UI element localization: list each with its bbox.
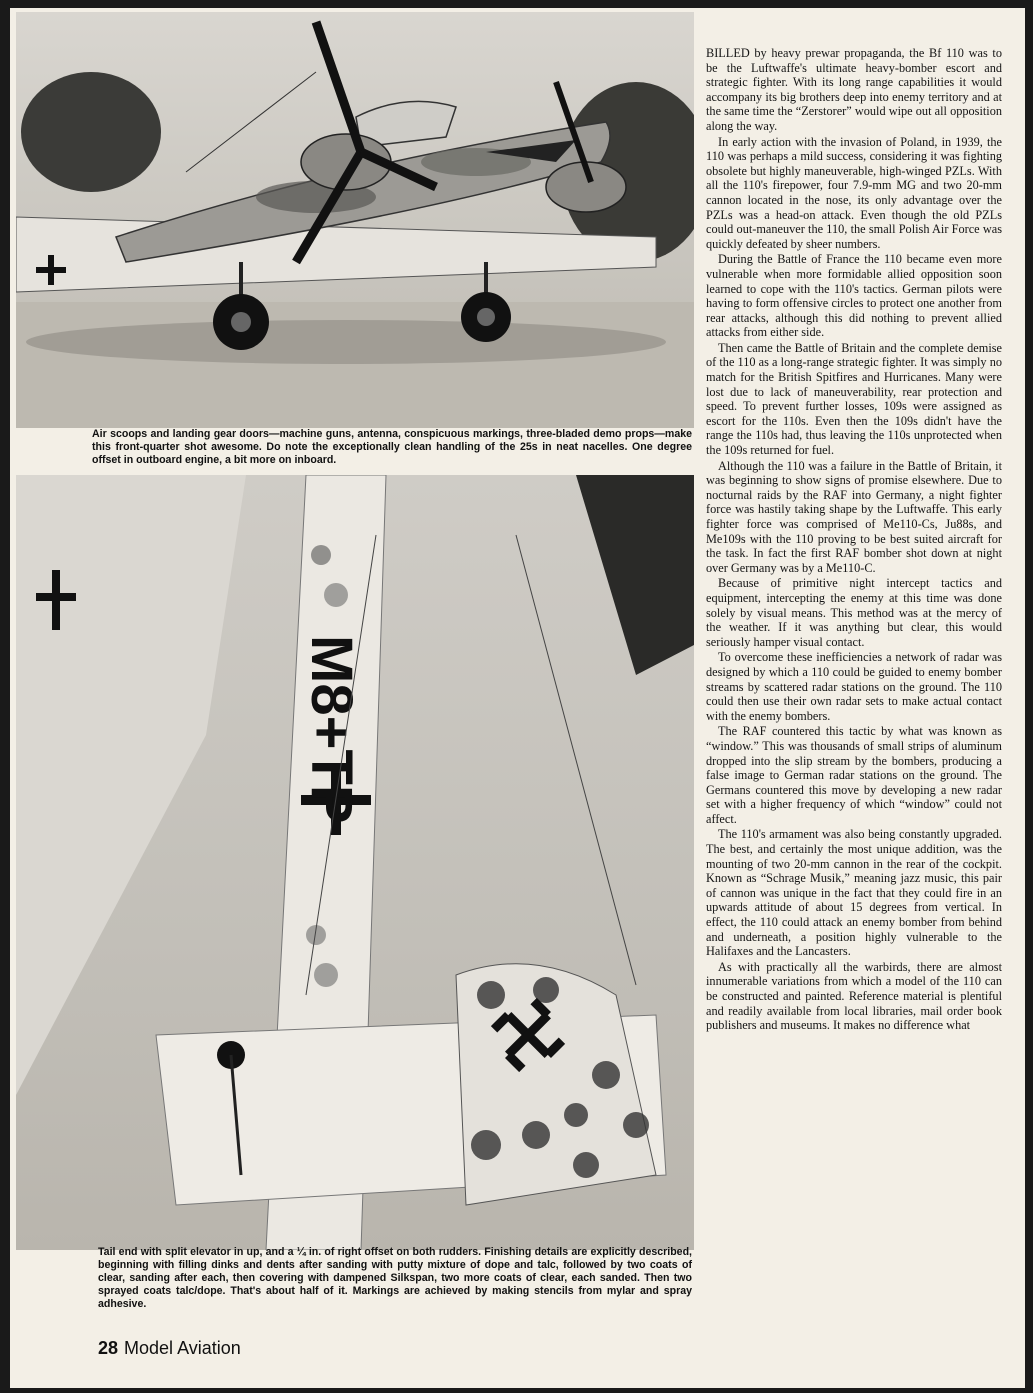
article-paragraph: As with practically all the warbirds, there are almost innumerable variations from which a model of the 110 can be constructed and painted. Reference material is plentiful and readily available from local libraries, mail order book publishers and museums. It makes no difference what bbox=[706, 959, 1002, 1033]
article-paragraph: The 110's armament was also being constantly upgraded. The best, and certainly the most unique addition, was the mounting of two 20-mm cannon in the rear of the cockpit. Known as “Schrage Musik,” meaning jazz music, this pair of cannon was unique in the fact that they could fire in an upwards attitude of about 15 degrees from vertical. In effect, the 110 could attack an enemy bomber from behind and underneath, a position highly vulnerable to the Halifaxes and the Lancasters. bbox=[706, 827, 1002, 959]
aircraft-photo-illustration bbox=[16, 12, 694, 428]
page-number: 28 bbox=[98, 1338, 119, 1358]
tail-code-marking: M8+TP bbox=[299, 635, 364, 824]
article-paragraph: In early action with the invasion of Poland, in 1939, the 110 was perhaps a mild success, considering it was fighting obsolete but highly maneuverable, high-winged PZLs. With all the 110's firepower, four 7.9-mm MG and two 20-mm cannon located in the nose, its only advantage over the PZLs was a head-on attack. Even though the old PZLs could out-maneuver the 110, the small Polish Air Force was quickly defeated by sheer numbers. bbox=[706, 134, 1002, 251]
article-paragraph: To overcome these inefficiencies a network of radar was designed by which a 110 could be guided to enemy bomber streams by scattered radar stations on the ground. The 110 could then use their own radar sets to make actual contact with the enemy bombers. bbox=[706, 650, 1002, 723]
photo-bf110-front-quarter bbox=[16, 12, 694, 428]
article-paragraph: BILLED by heavy prewar propaganda, the Bf 110 was to be the Luftwaffe's ultimate heavy-bomber escort and strategic fighter. With its long range capabilities it would accompany its big brothers deep into enemy territory and at the same time the “Zerstorer” would wipe out all opposition along the way. bbox=[706, 46, 1002, 133]
photo-bf110-tail bbox=[16, 475, 694, 1250]
article-paragraph: Then came the Battle of Britain and the complete demise of the 110 as a long-range strategic fighter. It was simply no match for the British Spitfires and Hurricanes. Many were lost due to lack of maneuverability, rear protection and speed. To prevent further losses, 109s were assigned as escort for the 110s. Even then the 109s didn't have the range the 110s had, thus leaving the 110s unprotected when the 109s returned for fuel. bbox=[706, 340, 1002, 458]
magazine-page bbox=[10, 8, 1025, 1388]
photo-caption-bottom: Tail end with split elevator in up, and a ¼ in. of right offset on both rudders. Finishing details are explicitly described, beginning with filling dinks and dents after sanding with putty mixture of dope and talc, followed by two coats of clear, sanding after each, then covering with dampened Silkspan, two more coats of clear, each sanded. Then two sprayed coats talc/dope. That's about half of it. Markings are achieved by making stencils from mylar and spray adhesive. bbox=[98, 1246, 692, 1310]
photo-caption-top: Air scoops and landing gear doors—machine guns, antenna, conspicuous markings, three-bladed demo props—make this front-quarter shot awesome. Do note the exceptionally clean handling of the 25s in neat nacelles. One degree offset in outboard engine, a bit more on inboard. bbox=[92, 428, 692, 466]
article-paragraph: Although the 110 was a failure in the Battle of Britain, it was beginning to show signs of promise elsewhere. Due to nocturnal raids by the RAF into Germany, a night fighter force was hastily taking shape by the Luftwaffe. This early fighter force was comprised of Me110-Cs, Ju88s, and Me109s with the 110 proving to be best suited aircraft for the task. In fact the first RAF bomber shot down at night over Germany was by a Me110-C. bbox=[706, 458, 1002, 575]
article-paragraph: Because of primitive night intercept tactics and equipment, intercepting the enemy at this time was done solely by visual means. This method was at the mercy of the weather. If it was anything but clear, this would seriously hamper visual contact. bbox=[706, 576, 1002, 649]
magazine-title: Model Aviation bbox=[124, 1338, 241, 1358]
tail-photo-illustration bbox=[16, 475, 694, 1250]
article-paragraph: During the Battle of France the 110 became even more vulnerable when more formidable allied opposition soon learned to cope with the 110's tactics. German pilots were having to form offensive circles to protect one another from rear attacks, although this did nothing to prevent allied attacks from either side. bbox=[706, 252, 1002, 340]
article-paragraph: The RAF countered this tactic by what was known as “window.” This was thousands of small strips of aluminum dropped into the slip stream by the bombers, producing a false image to German radar stations on the ground. The Germans countered this move by developing a new radar set with a higher frequency of which “window” could not affect. bbox=[706, 724, 1002, 826]
article-body bbox=[706, 46, 1002, 1034]
page-footer bbox=[98, 1338, 241, 1359]
